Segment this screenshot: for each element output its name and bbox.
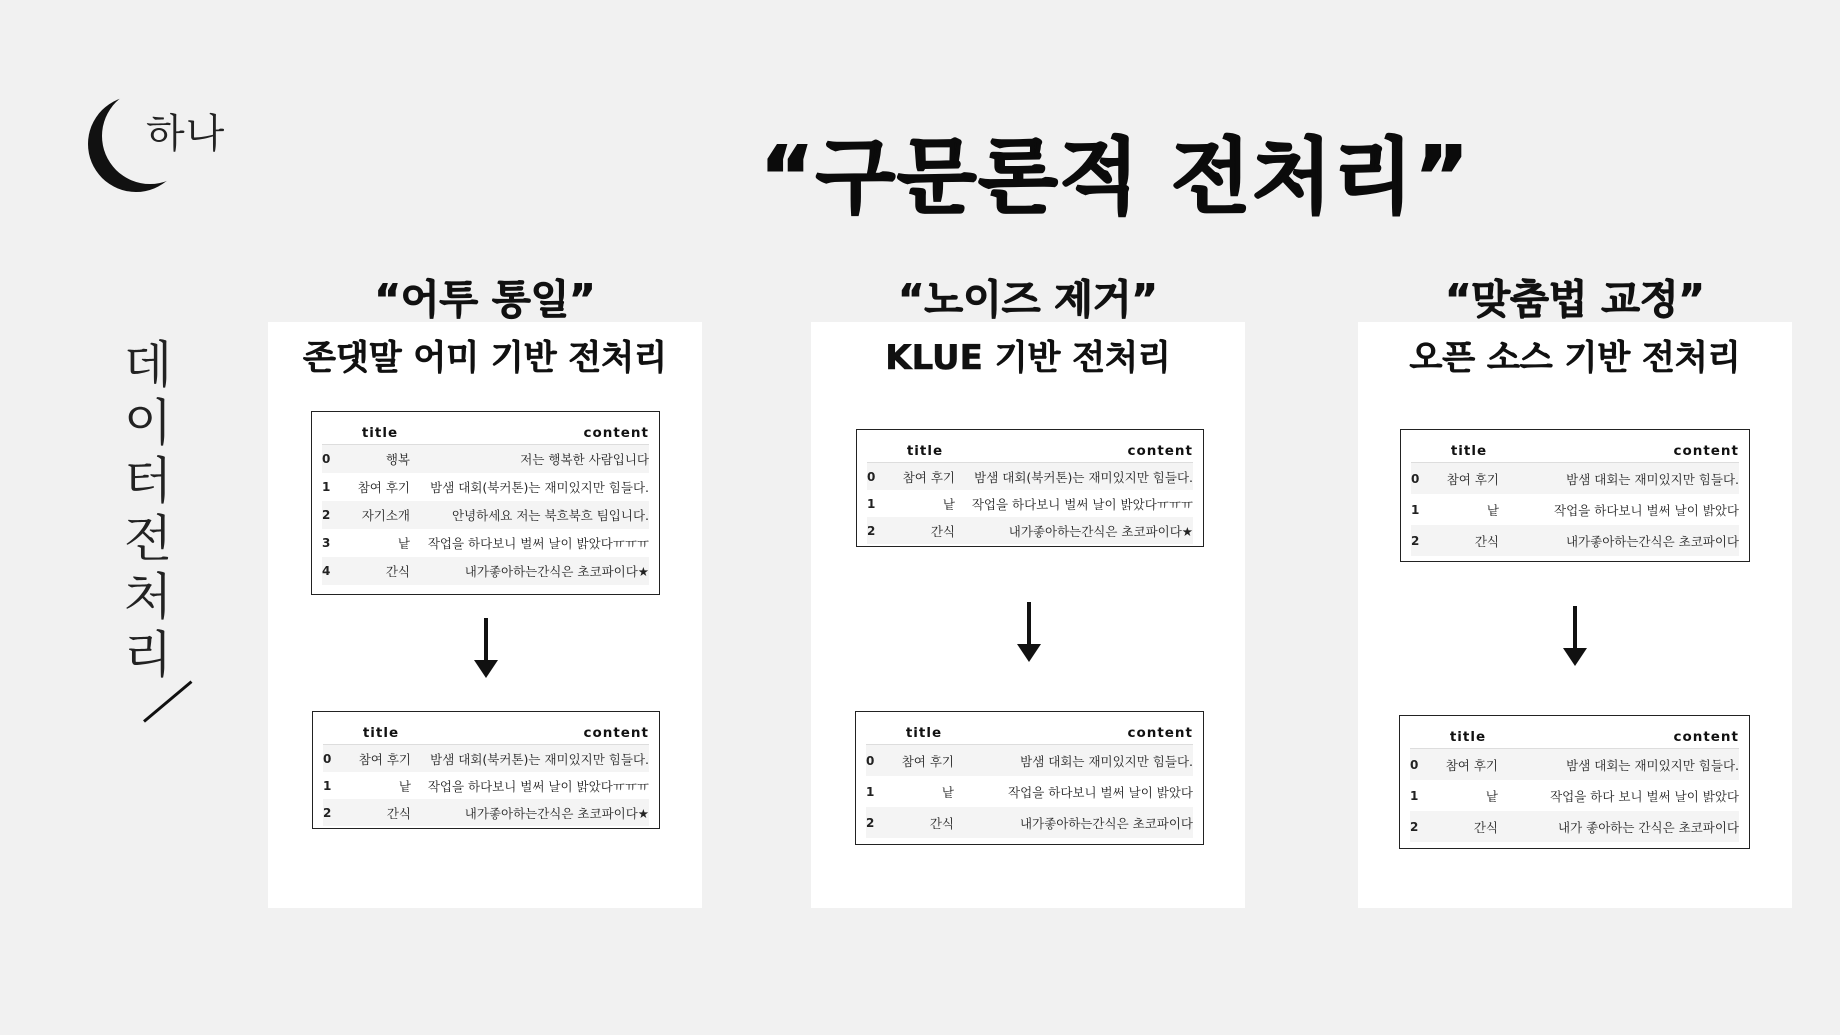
column-quote-noise: “노이즈 제거” [898,277,1158,323]
row-index: 0 [1410,757,1419,772]
table-header [866,722,1193,745]
cell-content: 내가좋아하는간식은 초코파이다★ [464,805,649,821]
column-header-title: title [906,443,944,459]
cell-content: 작업을 하다 보니 벌써 날이 밝았다 [1550,788,1739,804]
cell-title: 참여 후기 [1445,757,1498,773]
column-header-content: content [1673,729,1739,745]
row-index: 2 [323,805,332,820]
cell-content: 내가 좋아하는 간식은 초코파이다 [1558,819,1739,835]
row-index: 0 [866,753,875,768]
table-row [322,557,649,585]
cell-content: 밤샘 대회는 재미있지만 힘들다. [1566,471,1739,487]
table-row [867,463,1193,490]
dataframe-noise-before [856,429,1204,547]
table-row [323,772,649,799]
dataframe-spelling-before [1400,429,1750,562]
table-row [322,445,649,473]
table-header [867,440,1193,463]
cell-title: 참여 후기 [358,751,411,767]
column-quote-tone: “어투 통일” [374,277,596,323]
cell-content: 밤샘 대회는 재미있지만 힘들다. [1020,753,1193,769]
cell-title: 낱 [942,496,955,512]
cell-title: 간식 [930,523,955,539]
column-subtitle-tone: 존댓말 어미 기반 전처리 [303,338,667,378]
logo-text: 하나 [146,111,226,157]
dataframe-spelling-after [1399,715,1750,849]
cell-title: 간식 [385,564,410,579]
side-title-char: 처 [123,568,173,626]
row-index: 3 [322,536,331,550]
column-header-title: title [905,725,943,741]
table-header [1410,726,1739,749]
column-header-title: title [362,725,400,741]
row-index: 2 [1410,819,1419,834]
side-title-char: 전 [123,510,173,568]
row-index: 2 [322,508,331,522]
cell-content: 작업을 하다보니 벌써 날이 밝았다 [1008,784,1193,800]
cell-content: 작업을 하다보니 벌써 날이 밝았다ㅠㅠㅠ [427,536,649,551]
cell-title: 낱 [397,536,410,551]
column-quote-spelling: “맞춤법 교정” [1445,277,1705,323]
cell-title: 간식 [1473,819,1498,835]
column-header-title: title [1450,443,1488,459]
cell-title: 참여 후기 [901,753,954,769]
column-subtitle-noise: KLUE 기반 전처리 [885,338,1171,378]
table-row [323,745,649,772]
table-row [1411,525,1739,556]
cell-title: 간식 [1474,533,1499,549]
cell-title: 낱 [1485,788,1498,804]
decorative-slash [143,680,192,722]
cell-content: 밤샘 대회(북커톤)는 재미있지만 힘들다. [974,469,1193,485]
column-header-content: content [583,425,649,441]
cell-content: 내가좋아하는간식은 초코파이다★ [1008,523,1193,539]
table-row [866,776,1193,807]
cell-content: 작업을 하다보니 벌써 날이 밝았다ㅠㅠㅠ [971,496,1193,512]
cell-title: 낱 [398,778,411,794]
table-row [1410,749,1739,780]
column-header-content: content [1127,443,1193,459]
logo [88,92,248,192]
cell-content: 내가좋아하는간식은 초코파이다 [1565,533,1739,549]
cell-title: 참여 후기 [1446,471,1499,487]
table-row [867,490,1193,517]
row-index: 1 [322,480,331,494]
row-index: 1 [1411,502,1420,517]
row-index: 1 [867,496,876,511]
table-header [322,422,649,445]
row-index: 1 [1410,788,1419,803]
cell-content: 저는 행복한 사람입니다 [520,452,649,467]
table-row [866,807,1193,838]
table-row [866,745,1193,776]
row-index: 0 [1411,471,1420,486]
dataframe-noise-after [855,711,1204,845]
cell-content: 내가좋아하는간식은 초코파이다★ [464,564,649,579]
side-title [118,336,178,684]
column-header-content: content [1673,443,1739,459]
row-index: 2 [866,815,875,830]
row-index: 2 [1411,533,1420,548]
column-header-content: content [583,725,649,741]
row-index: 0 [322,452,331,466]
dataframe-tone-after [312,711,660,829]
cell-content: 내가좋아하는간식은 초코파이다 [1019,815,1193,831]
row-index: 4 [322,564,331,578]
row-index: 0 [323,751,332,766]
cell-title: 자기소개 [361,508,410,523]
table-row [323,799,649,826]
cell-content: 밤샘 대회(북커톤)는 재미있지만 힘들다. [430,751,649,767]
table-row [322,473,649,501]
side-title-char: 이 [123,394,173,452]
table-row [1410,811,1739,842]
cell-content: 밤샘 대회는 재미있지만 힘들다. [1566,757,1739,773]
side-title-char: 터 [123,452,173,510]
cell-title: 간식 [386,805,411,821]
cell-title: 행복 [385,452,410,467]
arrow-down-icon [1014,602,1044,662]
table-row [1411,463,1739,494]
side-title-char: 데 [123,336,173,394]
row-index: 0 [867,469,876,484]
dataframe-tone-before [311,411,660,595]
table-header [323,722,649,745]
column-subtitle-spelling: 오픈 소스 기반 전처리 [1409,338,1741,378]
column-header-title: title [1449,729,1487,745]
cell-title: 참여 후기 [357,480,410,495]
cell-title: 간식 [929,815,954,831]
arrow-down-icon [1560,606,1590,666]
cell-title: 낱 [941,784,954,800]
page-title: “구문론적 전처리” [760,130,1471,225]
table-row [1410,780,1739,811]
column-header-title: title [361,425,399,441]
row-index: 2 [867,523,876,538]
table-header [1411,440,1739,463]
cell-title: 참여 후기 [902,469,955,485]
table-row [322,529,649,557]
cell-content: 밤샘 대회(북커톤)는 재미있지만 힘들다. [430,480,649,495]
table-row [322,501,649,529]
cell-content: 작업을 하다보니 벌써 날이 밝았다 [1554,502,1739,518]
arrow-down-icon [471,618,501,678]
cell-title: 낱 [1486,502,1499,518]
side-title-char: 리 [123,626,173,684]
table-row [1411,494,1739,525]
column-header-content: content [1127,725,1193,741]
table-row [867,517,1193,544]
row-index: 1 [866,784,875,799]
row-index: 1 [323,778,332,793]
cell-content: 안녕하세요 저는 북흐북흐 팀입니다. [451,508,649,523]
cell-content: 작업을 하다보니 벌써 날이 밝았다ㅠㅠㅠ [427,778,649,794]
